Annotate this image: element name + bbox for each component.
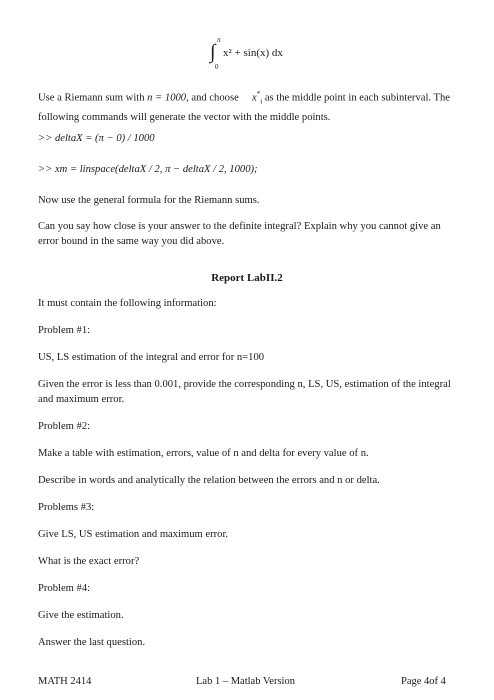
problem-4-label: Problem #4: — [38, 583, 91, 594]
intro-text-3: as the middle point in each subinterval. The following commands will generate the vector with the middle points. — [38, 92, 450, 123]
general-formula-paragraph: Now use the general formula for the Riemann sums. — [38, 195, 260, 206]
intro-paragraph: Use a Riemann sum with n = 1000, and choose $x^*_i$ as the middle point in each subinterval. The following commands will generate the vector with the middle points. — [38, 90, 450, 123]
footer-course: MATH 2414 — [38, 676, 92, 687]
footer-center: Lab 1 – Matlab Version — [196, 676, 295, 687]
problem-2-label: Problem #2: — [38, 421, 91, 432]
intro-text-2: , and choose — [186, 92, 242, 104]
problem-2-line-1: Make a table with estimation, errors, value of n and delta for every value of n. — [38, 448, 369, 459]
intro-text-1: Use a Riemann sum with — [38, 92, 148, 104]
integrand: x² + sin(x) dx — [223, 47, 283, 59]
problem-2-line-2: Describe in words and analytically the relation between the errors and n or delta. — [38, 475, 380, 486]
must-contain-text: It must contain the following information: — [38, 298, 217, 309]
command-xm: >> xm = linspace(deltaX / 2, π − deltaX / 2, 1000); — [38, 164, 258, 175]
command-deltax: >> deltaX = (π − 0) / 1000 — [38, 133, 155, 144]
integral-upper-limit: π — [217, 36, 221, 44]
integral-lower-limit: 0 — [215, 63, 219, 71]
problem-1-label: Problem #1: — [38, 325, 91, 336]
footer-page-number: Page 4of 4 — [401, 676, 446, 687]
integral-sign: ∫ — [210, 41, 216, 63]
report-title: Report LabII.2 — [211, 272, 283, 284]
problem-4-line-1: Give the estimation. — [38, 610, 124, 621]
problem-1-line-2: Given the error is less than 0.001, provide the corresponding n, LS, US, estimation of the integral and maximum error. — [38, 379, 451, 405]
intro-n-value: n = 1000 — [147, 92, 187, 104]
problem-4-line-2: Answer the last question. — [38, 637, 146, 648]
intro-xi: x — [252, 92, 257, 104]
problem-1-line-1: US, LS estimation of the integral and error for n=100 — [38, 352, 265, 363]
closeness-paragraph: Can you say how close is your answer to the definite integral? Explain why you cannot give an error bound in the same way you did above. — [38, 221, 441, 247]
problem-3-line-1: Give LS, US estimation and maximum error. — [38, 529, 229, 540]
problem-3-label: Problems #3: — [38, 502, 95, 513]
problem-3-line-2: What is the exact error? — [38, 556, 140, 567]
